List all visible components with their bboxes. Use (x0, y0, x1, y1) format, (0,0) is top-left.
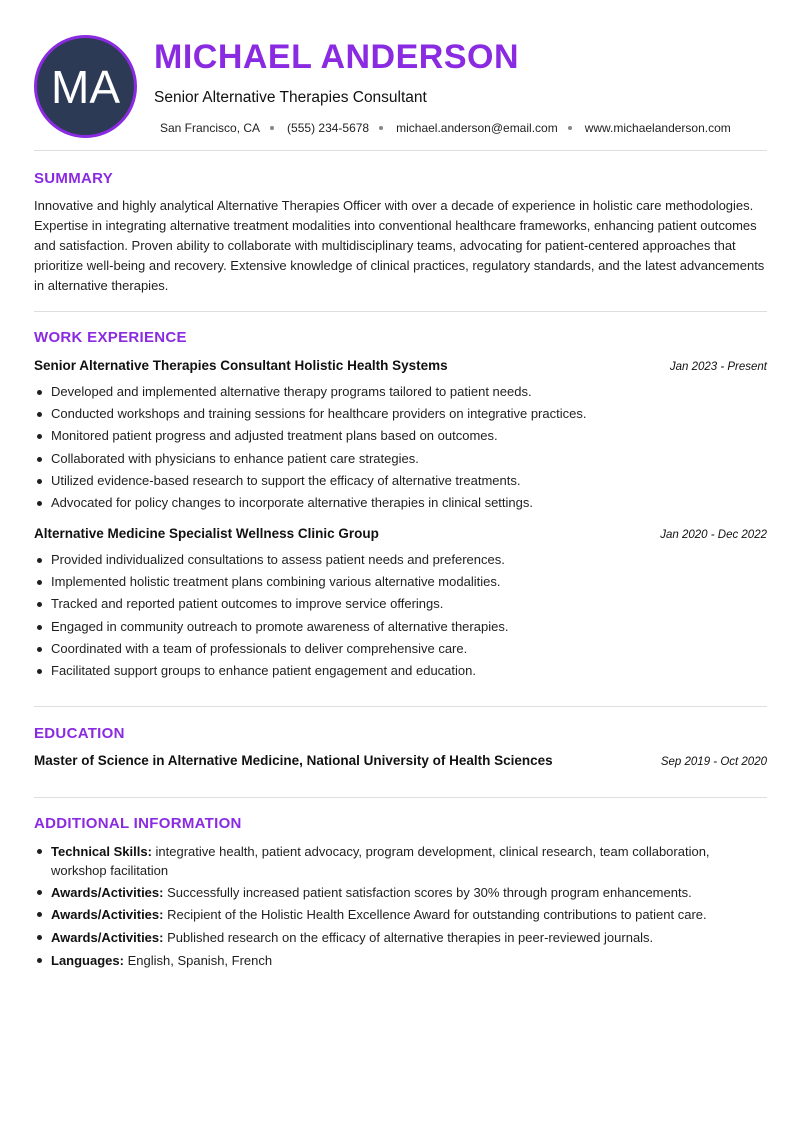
job-bullets (34, 381, 767, 514)
contact-website[interactable]: www.michaelanderson.com (584, 121, 731, 135)
job-dates: Jan 2020 - Dec 2022 (660, 529, 767, 541)
separator-dot (379, 126, 383, 130)
item-text: Successfully increased patient satisfaction scores by 30% through program enhancements. (163, 885, 692, 901)
candidate-name: MICHAEL ANDERSON (154, 38, 520, 76)
avatar (34, 35, 137, 138)
list-item: Utilized evidence-based research to support the efficacy of alternative treatments. (34, 470, 767, 492)
item-label: Awards/Activities: (51, 907, 164, 923)
item-label: Awards/Activities: (51, 885, 164, 901)
list-item (34, 842, 767, 880)
divider (34, 150, 767, 151)
job-dates: Jan 2023 - Present (669, 361, 767, 373)
contact-phone: (555) 234-5678 (287, 121, 370, 135)
item-text: Recipient of the Holistic Health Excellence Award for outstanding contributions to patient care. (163, 907, 707, 923)
education-entry (34, 753, 767, 768)
summary-text: Innovative and highly analytical Alternative Therapies Officer with over a decade of experience in holistic care methodologies. Expertise in integrating alternative treatment modalities into conventional healthcare frameworks, enhancing patient outcomes and satisfaction. Proven ability to collaborate with multidisciplinary teams, advocating for patient-centered approaches that prioritize well-being and recovery. Extensive knowledge of clinical practices, regulatory standards, and the latest advancements in alternative therapies. (34, 198, 765, 293)
work-experience-heading: WORK EXPERIENCE (34, 329, 187, 346)
education-heading: EDUCATION (34, 725, 125, 742)
list-item: Coordinated with a team of professionals to deliver comprehensive care. (34, 638, 767, 660)
summary-heading: SUMMARY (34, 170, 114, 187)
list-item: Provided individualized consultations to assess patient needs and preferences. (34, 549, 767, 571)
separator-dot (568, 126, 572, 130)
job-title: Alternative Medicine Specialist Wellness Clinic Group (34, 526, 379, 541)
list-item: Tracked and reported patient outcomes to improve service offerings. (34, 593, 767, 615)
additional-info-heading: ADDITIONAL INFORMATION (34, 815, 242, 832)
item-text: integrative health, patient advocacy, program development, clinical research, team collaboration, workshop facilitation (51, 844, 710, 878)
contact-bar (160, 120, 731, 136)
list-item (34, 883, 767, 902)
additional-info-list (34, 842, 767, 973)
list-item (34, 905, 767, 924)
divider (34, 797, 767, 798)
job-bullets (34, 549, 767, 682)
candidate-title: Senior Alternative Therapies Consultant (154, 89, 427, 106)
avatar-initials: MA (51, 60, 120, 113)
list-item: Collaborated with physicians to enhance patient care strategies. (34, 448, 767, 470)
item-label: Languages: (51, 952, 124, 968)
education-dates: Sep 2019 - Oct 2020 (660, 756, 767, 768)
divider (34, 311, 767, 312)
list-item (34, 928, 767, 947)
list-item: Engaged in community outreach to promote awareness of alternative therapies. (34, 616, 767, 638)
contact-location: San Francisco, CA (160, 121, 261, 135)
list-item: Facilitated support groups to enhance patient engagement and education. (34, 660, 767, 682)
list-item (34, 951, 767, 970)
divider (34, 706, 767, 707)
list-item: Advocated for policy changes to incorporate alternative therapies in clinical settings. (34, 492, 767, 514)
separator-dot (270, 126, 274, 130)
job-header (34, 358, 767, 373)
item-label: Awards/Activities: (51, 929, 164, 945)
item-text: English, Spanish, French (123, 952, 273, 968)
job-header (34, 526, 767, 541)
job-title: Senior Alternative Therapies Consultant Holistic Health Systems (34, 358, 448, 373)
list-item: Implemented holistic treatment plans combining various alternative modalities. (34, 571, 767, 593)
item-text: Published research on the efficacy of alternative therapies in peer-reviewed journals. (163, 929, 654, 945)
list-item: Conducted workshops and training sessions for healthcare providers on integrative practices. (34, 403, 767, 425)
contact-email[interactable]: michael.anderson@email.com (396, 121, 558, 135)
degree: Master of Science in Alternative Medicine, National University of Health Sciences (34, 753, 553, 768)
list-item: Monitored patient progress and adjusted treatment plans based on outcomes. (34, 425, 767, 447)
item-label: Technical Skills: (51, 844, 152, 859)
list-item: Developed and implemented alternative therapy programs tailored to patient needs. (34, 381, 767, 403)
